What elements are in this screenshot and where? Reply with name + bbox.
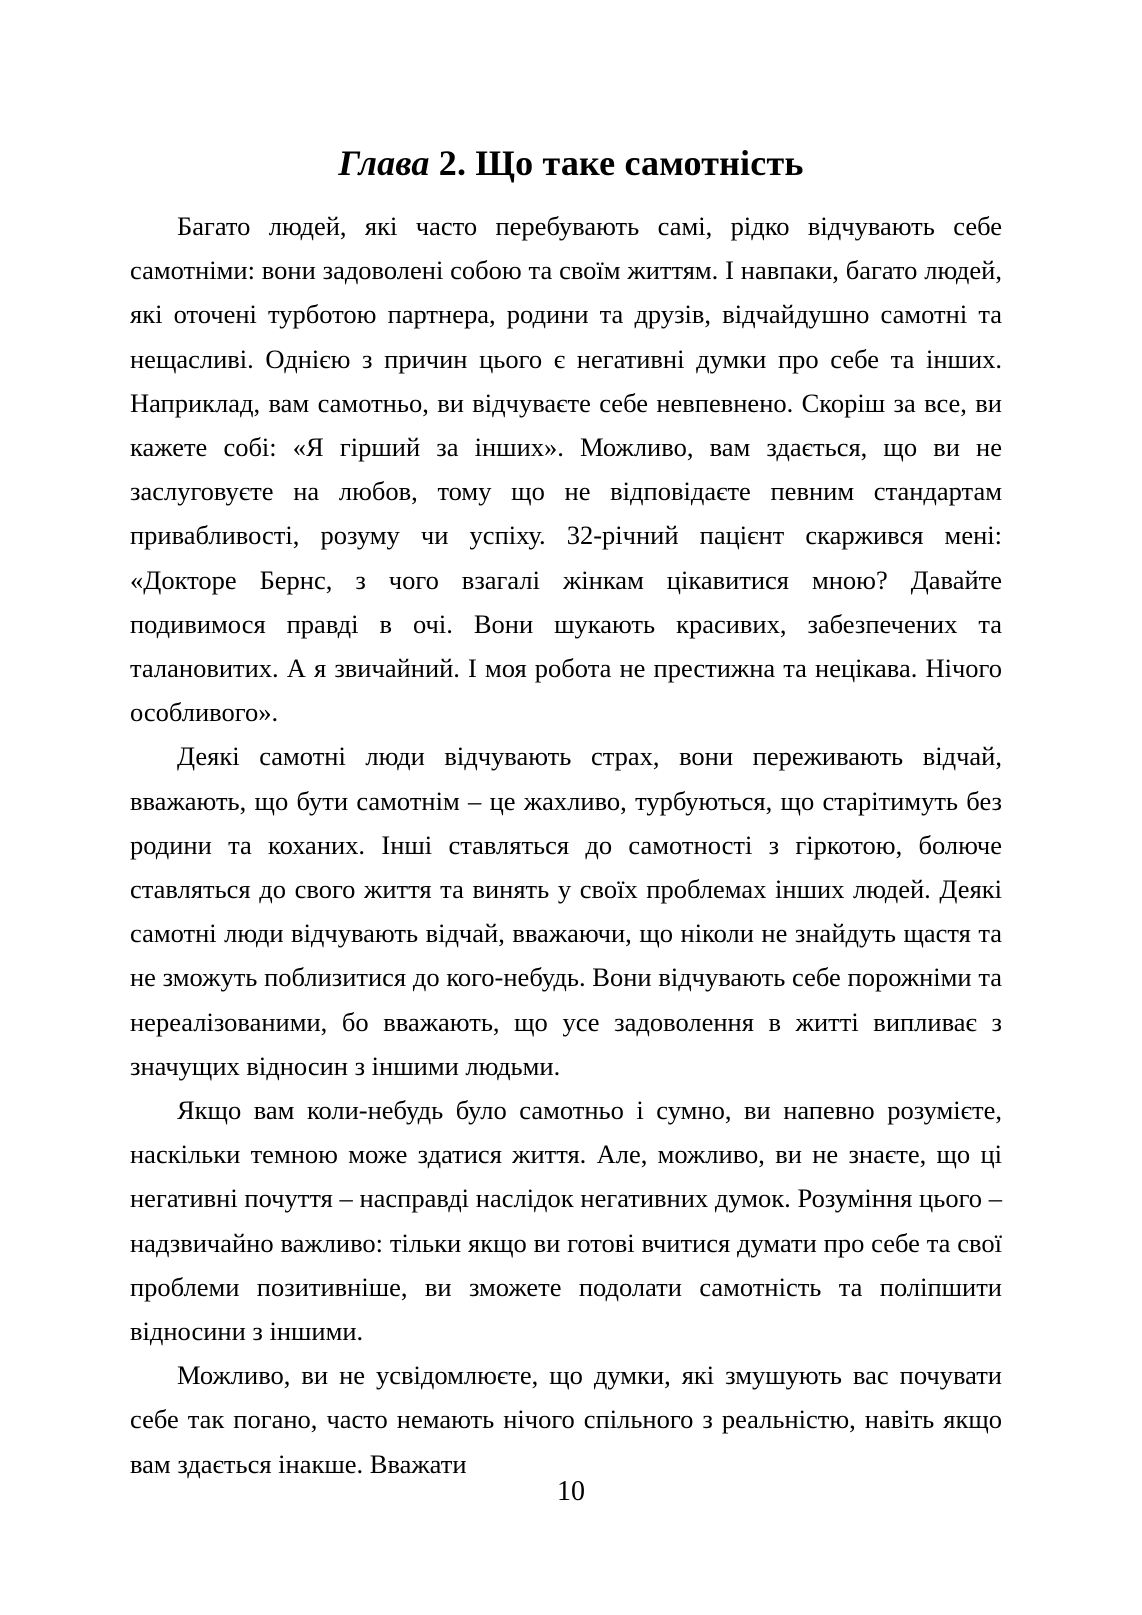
paragraph-4: Можливо, ви не усвідомлюєте, що думки, які змушують вас почувати себе так погано, часто немають нічого спільного з реальністю, навіть якщо вам здається інакше. Вважати (130, 1360, 1002, 1479)
paragraph-3: Якщо вам коли-небудь було самотньо і сумно, ви напевно розумієте, наскільки темною може здатися життя. Але, можливо, ви не знаєте, що ці негативні почуття – насправді наслідок негативних думок. Розуміння цього – надзвичайно важливо: тільки якщо ви готові вчитися думати про себе та свої проблеми позитивніше, ви зможете подолати самотність та поліпшити відносини з іншими. (130, 1095, 1002, 1347)
page-title (0, 142, 1142, 185)
paragraph-2: Деякі самотні люди відчувають страх, вони переживають відчай, вважають, що бути самотнім – це жахливо, турбуються, що старітимуть без родини та коханих. Інші ставляться до самотності з гіркотою, болюче ставляться до свого життя та винять у своїх проблемах інших людей. Деякі самотні люди відчувають відчай, вважаючи, що ніколи не знайдуть щастя та не зможуть поблизитися до кого-небудь. Вони відчувають себе порожніми та нереалізованими, бо вважають, що усе задоволення в житті випливає з значущих відносин з іншими людьми. (130, 741, 1002, 1081)
body-text-block (130, 204, 1002, 1486)
chapter-word-label: Глава (338, 143, 430, 184)
paragraph-1: Багато людей, які часто перебувають самі, рідко відчувають себе самотніми: вони задоволені собою та своїм життям. І навпаки, багато людей, які оточені турботою партнера, родини та друзів, відчайдушно самотні та нещасливі. Однією з причин цього є негативні думки про себе та інших. Наприклад, вам самотньо, ви відчуваєте себе невпевнено. Скоріш за все, ви кажете собі: «Я гірший за інших». Можливо, вам здається, що ви не заслуговуєте на любов, тому що не відповідаєте певним стандартам привабливості, розуму чи успіху. 32-річний пацієнт скаржився мені: «Докторе Бернс, з чого взагалі жінкам цікавитися мною? Давайте подивимося правді в очі. Вони шукають красивих, забезпечених та талановитих. А я звичайний. І моя робота не престижна та нецікава. Нічого особливого». (130, 211, 1002, 728)
page-number: 10 (557, 1476, 585, 1507)
chapter-title-rest: 2. Що таке самотність (429, 143, 804, 184)
